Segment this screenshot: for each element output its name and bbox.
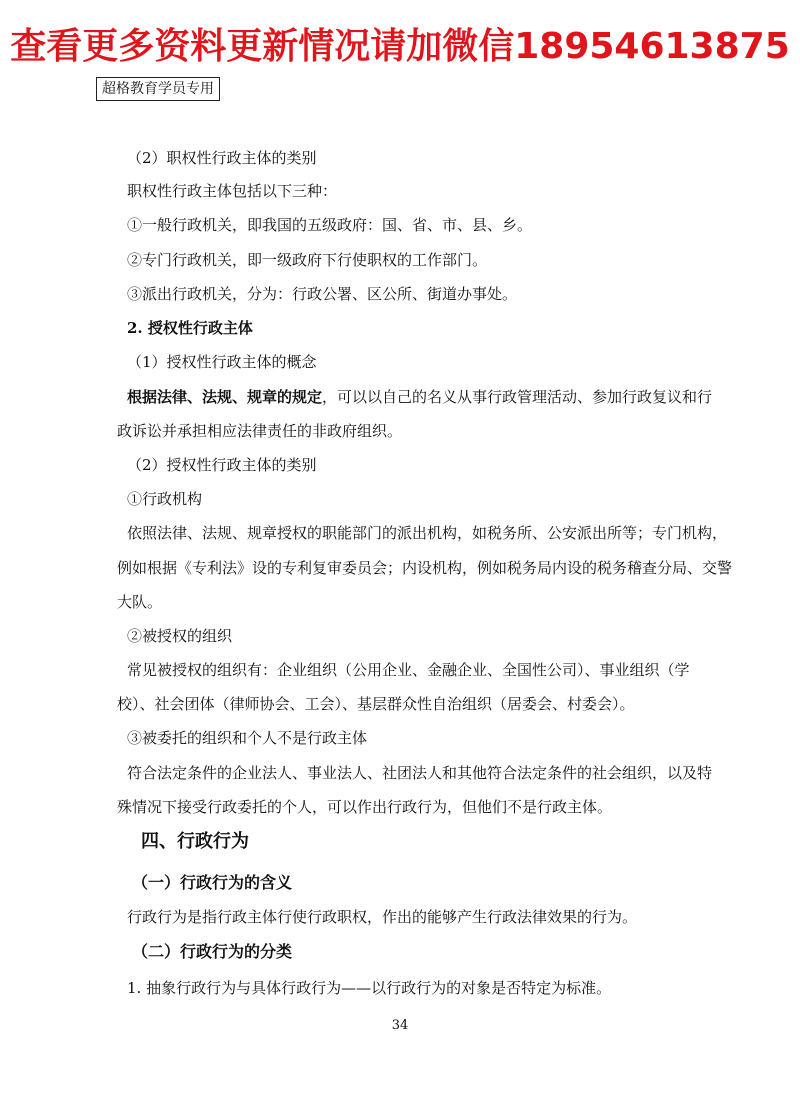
- paragraph: 1. 抽象行政行为与具体行政行为——以行政行为的对象是否特定为标准。: [127, 979, 612, 997]
- paragraph: 依照法律、法规、规章授权的职能部门的派出机构，如税务所、公安派出所等；专门机构，: [127, 524, 728, 542]
- subheading: （1）授权性行政主体的概念: [127, 353, 317, 371]
- paragraph: 常见被授权的组织有：企业组织（公用企业、金融企业、全国性公司）、事业组织（学: [127, 661, 690, 679]
- watermark-banner: 查看更多资料更新情况请加微信18954613875: [10, 26, 790, 67]
- list-item: ③被委托的组织和个人不是行政主体: [127, 729, 368, 747]
- chapter-heading: 四、行政行为: [141, 831, 249, 852]
- list-item: ②专门行政机关，即一级政府下行使职权的工作部门。: [127, 251, 488, 269]
- list-item: ③派出行政机关，分为：行政公署、区公所、街道办事处。: [127, 285, 518, 303]
- subheading: （2）授权性行政主体的类别: [127, 456, 317, 474]
- paragraph: [127, 387, 712, 407]
- list-item: ①行政机构: [127, 490, 203, 508]
- paragraph: （2）职权性行政主体的类别: [127, 149, 317, 167]
- section-heading: （一）行政行为的含义: [132, 873, 293, 892]
- section-heading: 2. 授权性行政主体: [127, 319, 253, 337]
- paragraph: 职权性行政主体包括以下三种：: [127, 182, 338, 200]
- paragraph: 例如根据《专利法》设的专利复审委员会；内设机构，例如税务局内设的税务稽查分局、交警: [117, 559, 733, 577]
- paragraph: 政诉讼并承担相应法律责任的非政府组织。: [117, 422, 403, 440]
- paragraph: 符合法定条件的企业法人、事业法人、社团法人和其他符合法定条件的社会组织，以及特: [127, 764, 713, 782]
- student-use-stamp: 超格教育学员专用: [96, 77, 220, 101]
- bold-phrase: 根据法律、法规、规章的规定: [127, 388, 323, 406]
- page-number: 34: [391, 1018, 409, 1033]
- paragraph: 殊情况下接受行政委托的个人，可以作出行政行为，但他们不是行政主体。: [117, 798, 613, 816]
- list-item: ②被授权的组织: [127, 627, 233, 645]
- paragraph: 校）、社会团体（律师协会、工会）、基层群众性自治组织（居委会、村委会）。: [117, 695, 635, 713]
- paragraph: 行政行为是指行政主体行使行政职权，作出的能够产生行政法律效果的行为。: [127, 908, 638, 926]
- list-item: ①一般行政机关，即我国的五级政府：国、省、市、县、乡。: [127, 216, 533, 234]
- text-span: ，可以以自己的名义从事行政管理活动、参加行政复议和行: [322, 388, 713, 406]
- paragraph: 大队。: [117, 593, 163, 611]
- section-heading: （二）行政行为的分类: [132, 942, 293, 961]
